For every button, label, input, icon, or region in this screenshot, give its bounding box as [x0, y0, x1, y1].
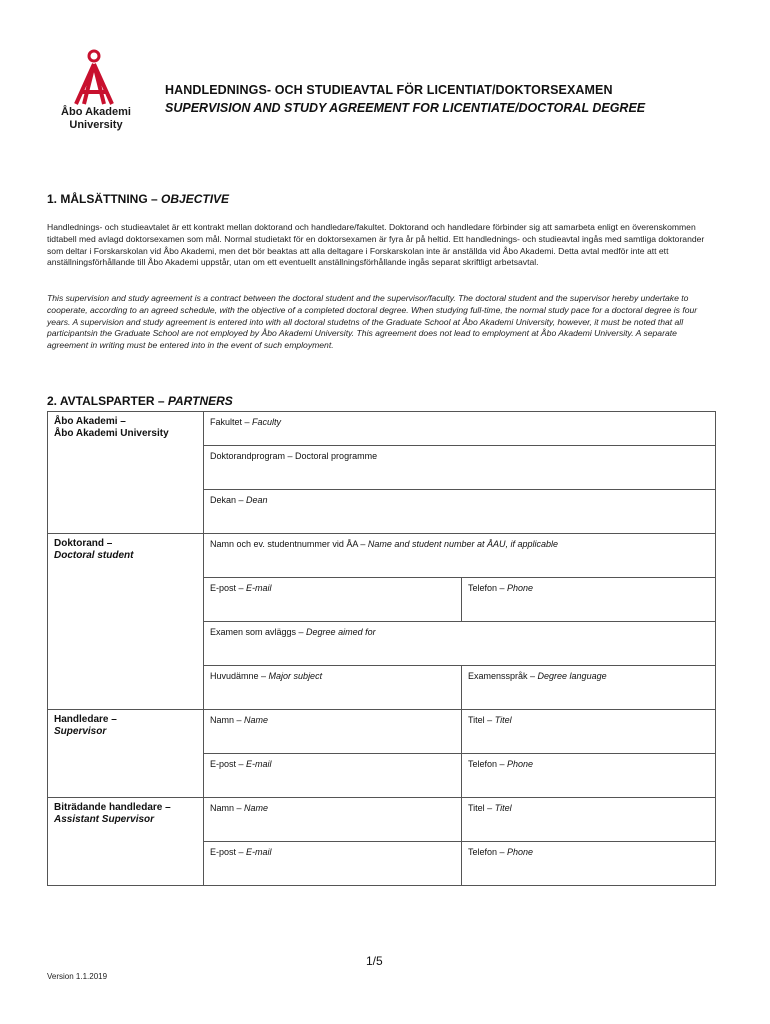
- assistant-email-field[interactable]: E-post – E-mail: [204, 842, 462, 886]
- title-english: SUPERVISION AND STUDY AGREEMENT FOR LICENTIATE/DOCTORAL DEGREE: [165, 101, 646, 115]
- title-swedish: HANDLEDNINGS- OCH STUDIEAVTAL FÖR LICENTIAT/DOKTORSEXAMEN: [165, 83, 613, 97]
- supervisor-phone-field[interactable]: Telefon – Phone: [462, 754, 716, 798]
- section1-para-english: This supervision and study agreement is a contract between the doctoral student and the supervisor/faculty. The doctoral student and the supervisor hereby undertake to cooperate, according to an agreed schedule, with the objective of a completed doctoral degree. When studying full-time, the normal study pace for a doctoral degree is four years. A supervision and study agreement is entered into with all doctoral studetns of the Graduate School at Åbo Akademi University, however, it must be noted that all participantsin the Graduate School are not employed by Åbo Akademi University. This agreement does not lead to employment at Åbo Akademi University. A separate agreement in writing must be entered into in the event of such employment.: [47, 293, 698, 351]
- logo-line1: Åbo Akademi: [61, 106, 131, 118]
- student-name-field[interactable]: Namn och ev. studentnummer vid ÅA – Name and student number at ÅAU, if applicable: [204, 534, 716, 578]
- supervisor-name-field[interactable]: Namn – Name: [204, 710, 462, 754]
- abo-akademi-logo: [50, 48, 142, 164]
- partner-assistant-label: Biträdande handledare – Assistant Supervisor: [48, 798, 204, 886]
- partners-table: [47, 411, 716, 886]
- assistant-name-field[interactable]: Namn – Name: [204, 798, 462, 842]
- abo-akademi-emblem-icon: [50, 48, 142, 108]
- assistant-title-field[interactable]: Titel – Titel: [462, 798, 716, 842]
- supervisor-title-field[interactable]: Titel – Titel: [462, 710, 716, 754]
- partner-supervisor-label: Handledare – Supervisor: [48, 710, 204, 798]
- page-number: 1/5: [366, 954, 383, 968]
- logo-line2: University: [69, 119, 123, 131]
- document-header: [165, 81, 745, 117]
- section1-title: 1. MÅLSÄTTNING – OBJECTIVE: [47, 192, 230, 206]
- supervisor-email-field[interactable]: E-post – E-mail: [204, 754, 462, 798]
- student-phone-field[interactable]: Telefon – Phone: [462, 578, 716, 622]
- student-email-field[interactable]: E-post – E-mail: [204, 578, 462, 622]
- section2-title: 2. AVTALSPARTER – PARTNERS: [47, 394, 233, 408]
- section1-para-swedish: Handlednings- och studieavtalet är ett kontrakt mellan doktorand och handledare/fakultet. Doktorand och handledare förbinder sig att samarbeta enligt en överenskommen tidtabell med avlagd doktorsexamen som mål. Normal studietakt för en doktorsexamen är fyra år på heltid. Ett handlednings- och studieavtal ingås med samtliga doktorander som deltar i Forskarskolan vid Åbo Akademi, men det bör beaktas att alla deltagare i Forskarskolan inte är anställda vid Åbo Akademi. Detta avtal medför inte att ett anställningsförhållande till Åbo Akademi uppstår, utan om ett eventuellt anställningsförhållande ingås separat skriftligt arbetsavtal.: [47, 222, 705, 268]
- dean-field[interactable]: Dekan – Dean: [204, 490, 716, 534]
- version-label: Version 1.1.2019: [47, 972, 108, 981]
- faculty-field[interactable]: Fakultet – Faculty: [204, 412, 716, 446]
- partner-abo-label: Åbo Akademi – Åbo Akademi University: [48, 412, 204, 534]
- major-subject-field[interactable]: Huvudämne – Major subject: [204, 666, 462, 710]
- assistant-phone-field[interactable]: Telefon – Phone: [462, 842, 716, 886]
- degree-field[interactable]: Examen som avläggs – Degree aimed for: [204, 622, 716, 666]
- partner-student-label: Doktorand – Doctoral student: [48, 534, 204, 710]
- degree-language-field[interactable]: Examensspråk – Degree language: [462, 666, 716, 710]
- doctoral-programme-field[interactable]: Doktorandprogram – Doctoral programme: [204, 446, 716, 490]
